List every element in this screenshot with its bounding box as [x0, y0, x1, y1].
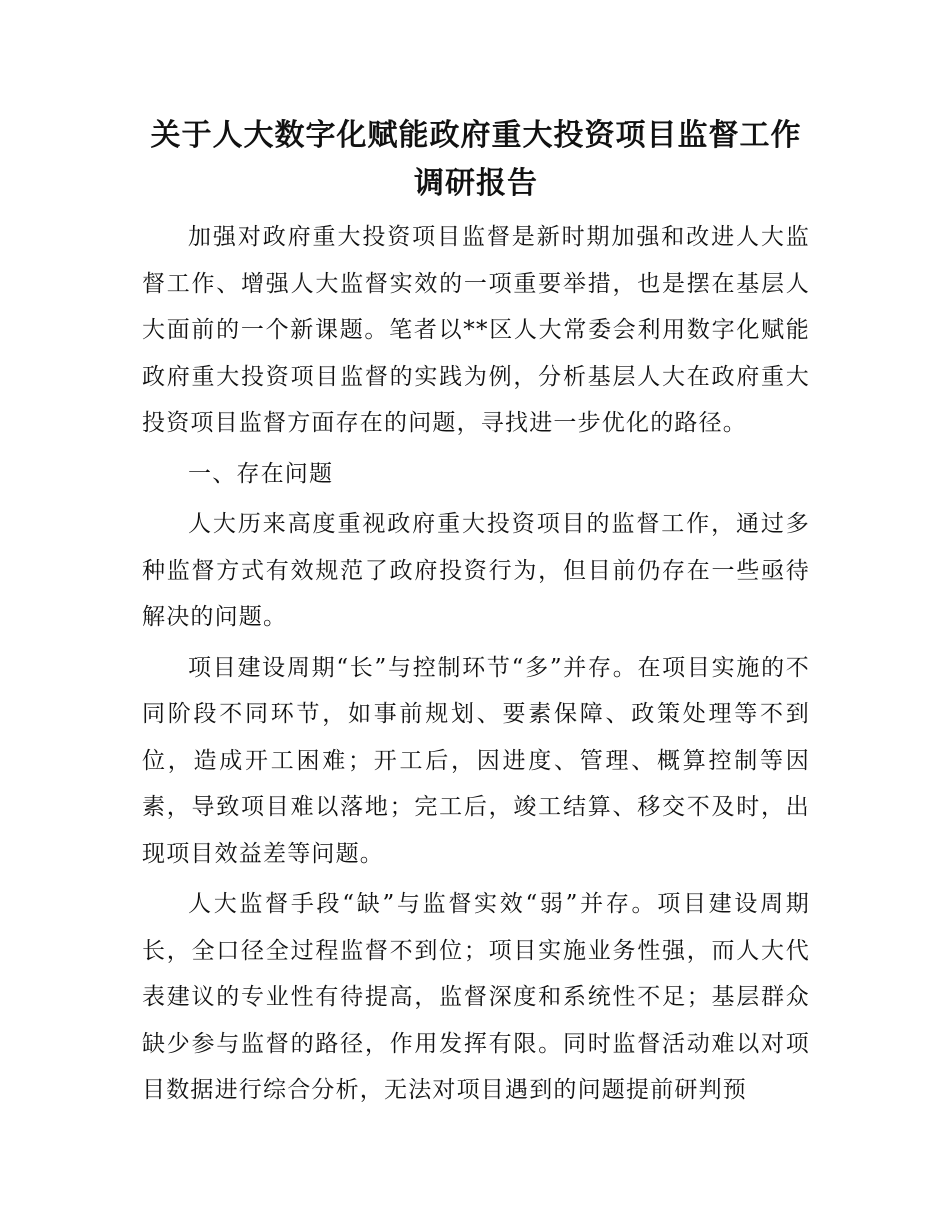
body-paragraph-2: 项目建设周期“长”与控制环节“多”并存。在项目实施的不同阶段不同环节，如事前规划、要素保障、政策处理等不到位，造成开工困难；开工后，因进度、管理、概算控制等因素，导致项目难以落地；完工后，竣工结算、移交不及时，出现项目效益差等问题。 [142, 654, 810, 867]
document-page [142, 112, 810, 1118]
section-heading-problems: 一、存在问题 [188, 460, 334, 487]
intro-paragraph: 加强对政府重大投资项目监督是新时期加强和改进人大监督工作、增强人大监督实效的一项重要举措，也是摆在基层人大面前的一个新课题。笔者以**区人大常委会利用数字化赋能政府重大投资项目监督的实践为例，分析基层人大在政府重大投资项目监督方面存在的问题，寻找进一步优化的路径。 [142, 224, 810, 436]
body-paragraph-1: 人大历来高度重视政府重大投资项目的监督工作，通过多种监督方式有效规范了政府投资行为，但目前仍存在一些亟待解决的问题。 [142, 511, 810, 630]
document-title: 关于人大数字化赋能政府重大投资项目监督工作调研报告 [150, 118, 802, 201]
body-paragraph-3: 人大监督手段“缺”与监督实效“弱”并存。项目建设周期长，全口径全过程监督不到位；项目实施业务性强，而人大代表建议的专业性有待提高，监督深度和系统性不足；基层群众缺少参与监督的路径，作用发挥有限。同时监督活动难以对项目数据进行综合分析，无法对项目遇到的问题提前研判预 [142, 891, 810, 1103]
